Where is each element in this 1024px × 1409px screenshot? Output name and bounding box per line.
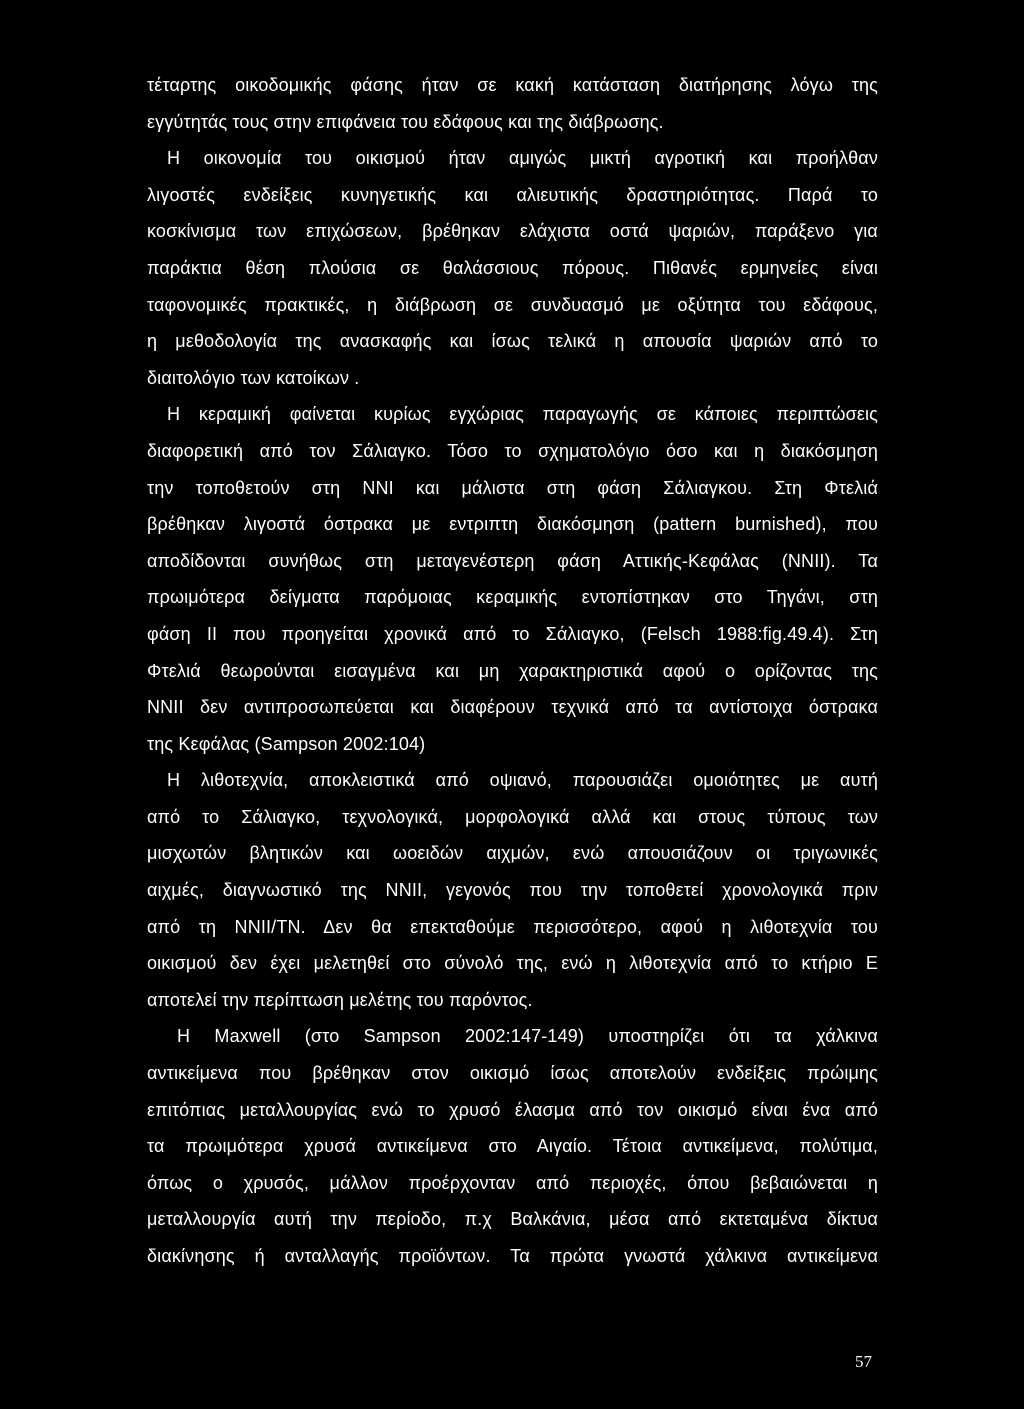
text-line: μισχωτών βλητικών και ωοειδών αιχμών, ενώ απουσιάζουν οι τριγωνικές xyxy=(147,843,878,864)
text-line: εγγύτητάς τους στην επιφάνεια του εδάφους και της διάβρωσης. xyxy=(147,111,664,132)
text-line: διαφορετική από τον Σάλιαγκο. Τόσο το σχηματολόγιο όσο και η διακόσμηση xyxy=(147,440,878,461)
text-line: ταφονομικές πρακτικές, η διάβρωση σε συνδυασμό με οξύτητα του εδάφους, xyxy=(147,294,878,315)
text-line: τέταρτης οικοδομικής φάσης ήταν σε κακή κατάσταση διατήρησης λόγω της xyxy=(147,75,878,95)
text-line: βρέθηκαν λιγοστά όστρακα με εντριπτη διακόσμηση (pattern burnished), που xyxy=(147,514,878,535)
text-line: Η λιθοτεχνία, αποκλειστικά από οψιανό, παρουσιάζει ομοιότητες με αυτή xyxy=(167,770,878,791)
text-line: η μεθοδολογία της ανασκαφής και ίσως τελικά η απουσία ψαριών από το xyxy=(147,331,878,352)
text-line: επιτόπιας μεταλλουργίας ενώ το χρυσό έλασμα από τον οικισμό είναι ένα από xyxy=(147,1099,878,1120)
text-line: Η Maxwell (στο Sampson 2002:147-149) υποστηρίζει ότι τα χάλκινα xyxy=(177,1026,878,1047)
text-line: φάση ΙΙ που προηγείται χρονικά από το Σάλιαγκο, (Felsch 1988:fig.49.4). Στη xyxy=(147,623,878,644)
text-line: αιχμές, διαγνωστικό της ΝΝΙΙ, γεγονός που την τοποθετεί χρονολογικά πριν xyxy=(147,880,878,901)
text-line: Φτελιά θεωρούνται εισαγμένα και μη χαρακτηριστικά αφού ο ορίζοντας της xyxy=(147,660,878,681)
text-line: μεταλλουργία αυτή την περίοδο, π.χ Βαλκάνια, μέσα από εκτεταμένα δίκτυα xyxy=(147,1209,878,1230)
text-line: οικισμού δεν έχει μελετηθεί στο σύνολό της, ενώ η λιθοτεχνία από το κτήριο Ε xyxy=(147,953,878,974)
text-line: διακίνησης ή ανταλλαγής προϊόντων. Τα πρώτα γνωστά χάλκινα αντικείμενα xyxy=(147,1246,878,1266)
text-line: ΝΝΙΙ δεν αντιπροσωπεύεται και διαφέρουν τεχνικά από τα αντίστοιχα όστρακα xyxy=(147,697,878,718)
body-text xyxy=(147,67,878,1275)
text-line: διαιτολόγιο των κατοίκων . xyxy=(147,367,360,388)
text-line: αντικείμενα που βρέθηκαν στον οικισμό ίσως αποτελούν ενδείξεις πρώιμης xyxy=(147,1063,878,1084)
text-line: αποτελεί την περίπτωση μελέτης του παρόντος. xyxy=(147,989,533,1010)
text-line: την τοποθετούν στη ΝΝΙ και μάλιστα στη φάση Σάλιαγκου. Στη Φτελιά xyxy=(147,477,878,498)
text-line: από τη ΝΝΙΙ/ΤΝ. Δεν θα επεκταθούμε περισσότερο, αφού η λιθοτεχνία του xyxy=(147,916,878,937)
text-line: παράκτια θέση πλούσια σε θαλάσσιους πόρους. Πιθανές ερμηνείες είναι xyxy=(147,257,878,278)
text-line: Η οικονομία του οικισμού ήταν αμιγώς μικτή αγροτική και προήλθαν xyxy=(167,148,878,169)
text-line: πρωιμότερα δείγματα παρόμοιας κεραμικής εντοπίστηκαν στο Τηγάνι, στη xyxy=(147,587,878,608)
text-line: κοσκίνισμα των επιχώσεων, βρέθηκαν ελάχιστα οστά ψαριών, παράξενο για xyxy=(147,221,878,242)
text-line: Η κεραμική φαίνεται κυρίως εγχώριας παραγωγής σε κάποιες περιπτώσεις xyxy=(167,404,878,425)
text-line: όπως ο χρυσός, μάλλον προέρχονταν από περιοχές, όπου βεβαιώνεται η xyxy=(147,1172,878,1193)
text-line: λιγοστές ενδείξεις κυνηγετικής και αλιευτικής δραστηριότητας. Παρά το xyxy=(147,184,878,205)
text-line: αποδίδονται συνήθως στη μεταγενέστερη φάση Αττικής-Κεφάλας (ΝΝΙΙ). Τα xyxy=(147,550,878,571)
text-line: της Κεφάλας (Sampson 2002:104) xyxy=(147,733,426,754)
text-line: τα πρωιμότερα χρυσά αντικείμενα στο Αιγαίο. Τέτοια αντικείμενα, πολύτιμα, xyxy=(147,1136,878,1157)
page-number: 57 xyxy=(855,1352,872,1371)
text-line: από το Σάλιαγκο, τεχνολογικά, μορφολογικά αλλά και στους τύπους των xyxy=(147,806,878,827)
